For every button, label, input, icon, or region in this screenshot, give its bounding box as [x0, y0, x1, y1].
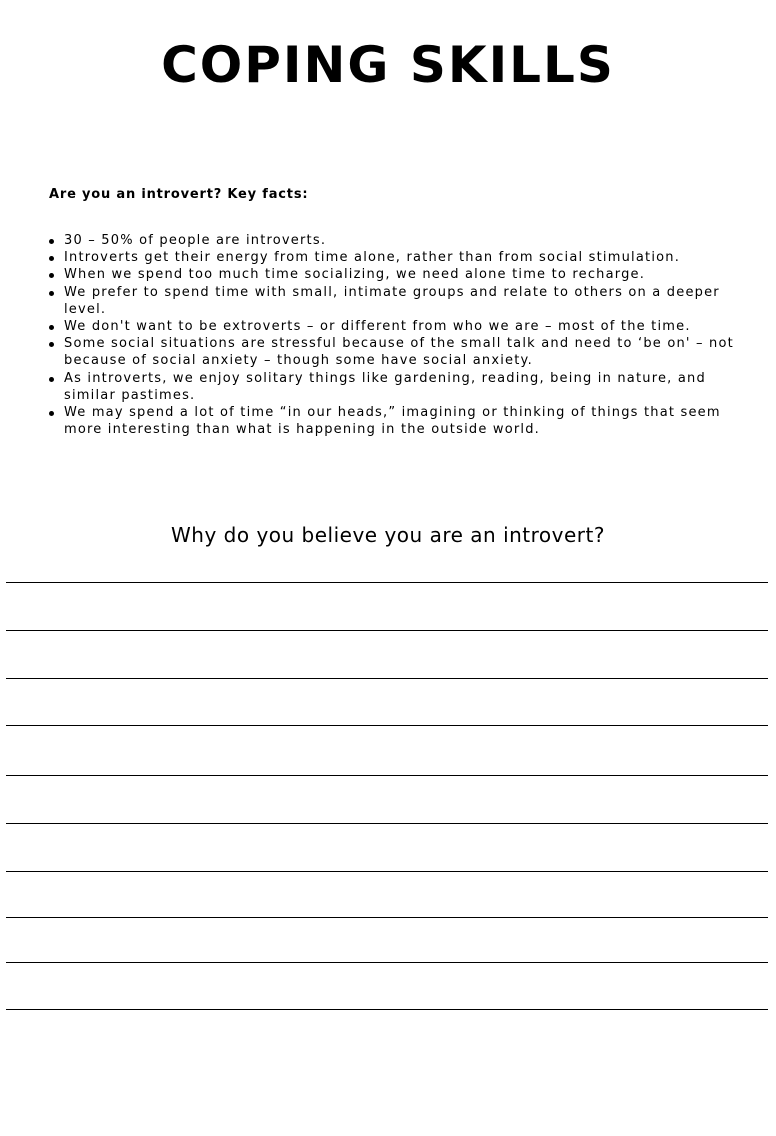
facts-heading: Are you an introvert? Key facts:: [49, 187, 309, 202]
facts-list: [49, 232, 739, 438]
answer-line[interactable]: [6, 582, 768, 583]
answer-line[interactable]: [6, 678, 768, 679]
fact-item: 30 – 50% of people are introverts.: [49, 232, 739, 249]
answer-line[interactable]: [6, 823, 768, 824]
page-title: COPING SKILLS: [161, 36, 615, 94]
answer-line[interactable]: [6, 962, 768, 963]
fact-item: Introverts get their energy from time alone, rather than from social stimulation.: [49, 249, 739, 266]
answer-line[interactable]: [6, 917, 768, 918]
fact-item: We may spend a lot of time “in our heads,” imagining or thinking of things that seem more interesting than what is happening in the outside world.: [49, 404, 739, 438]
fact-item: When we spend too much time socializing, we need alone time to recharge.: [49, 266, 739, 283]
answer-line[interactable]: [6, 630, 768, 631]
fact-item: Some social situations are stressful because of the small talk and need to ‘be on' – not because of social anxiety – though some have social anxiety.: [49, 335, 739, 369]
answer-line[interactable]: [6, 775, 768, 776]
fact-item: We don't want to be extroverts – or different from who we are – most of the time.: [49, 318, 739, 335]
reflection-question: Why do you believe you are an introvert?: [171, 523, 605, 547]
fact-item: We prefer to spend time with small, intimate groups and relate to others on a deeper level.: [49, 284, 739, 318]
answer-line[interactable]: [6, 871, 768, 872]
fact-item: As introverts, we enjoy solitary things like gardening, reading, being in nature, and similar pastimes.: [49, 370, 739, 404]
answer-line[interactable]: [6, 725, 768, 726]
answer-line[interactable]: [6, 1009, 768, 1010]
